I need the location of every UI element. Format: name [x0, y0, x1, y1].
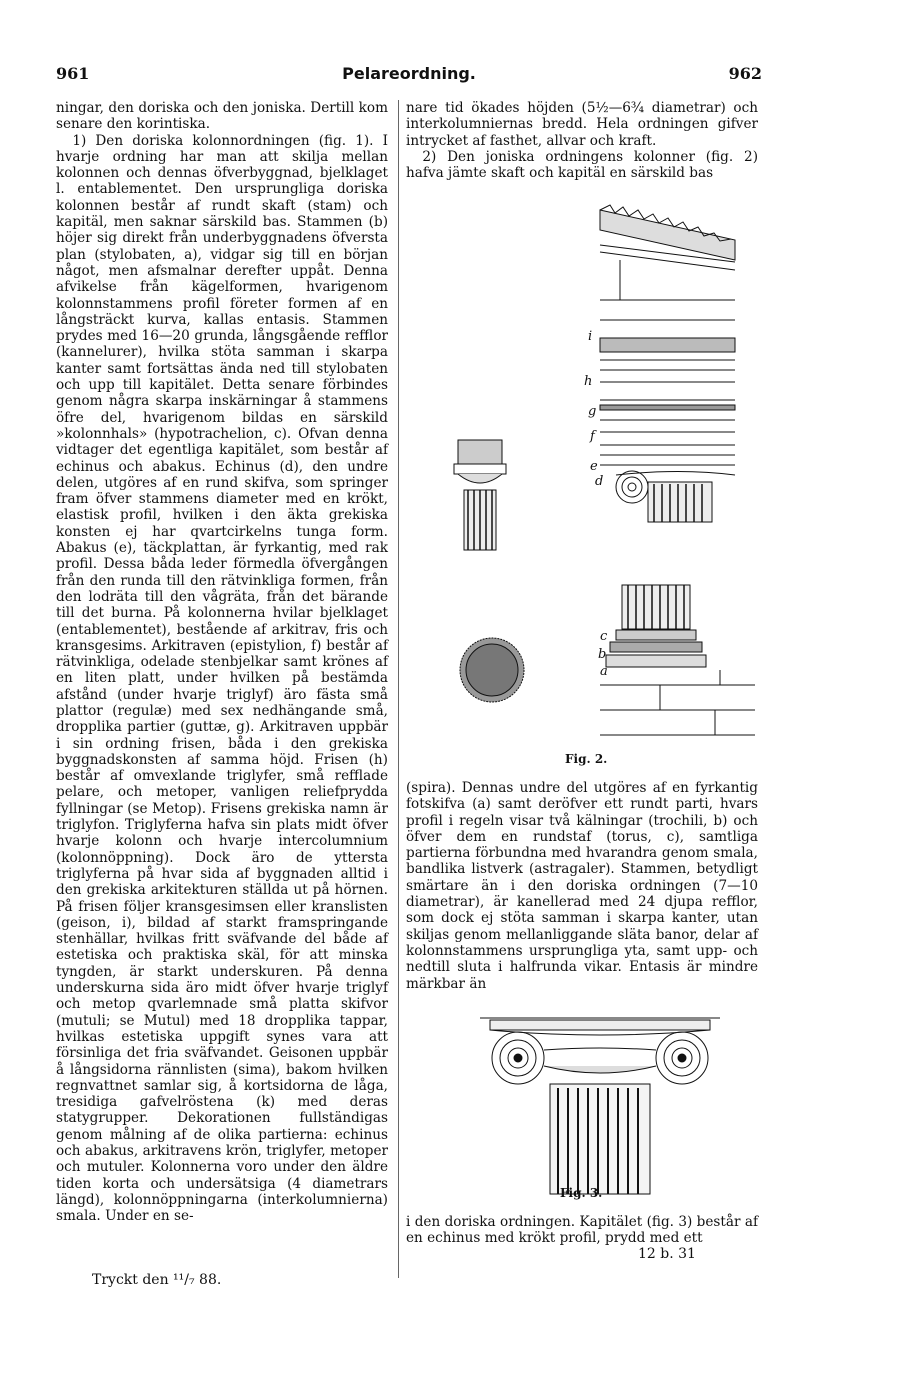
- fig2-label-f: f: [590, 429, 595, 444]
- page-number-right: 962: [728, 64, 762, 83]
- figure-2-caption: Fig. 2.: [565, 752, 608, 766]
- fig2-label-a: a: [600, 664, 608, 679]
- print-date: Tryckt den ¹¹/₇ 88.: [92, 1272, 222, 1288]
- paragraph-ionic-order: 2) Den joniska ordningens kolonner (fig. 2) hafva jämte skaft och kapitäl en särskild bas: [406, 148, 758, 182]
- fig2-label-i: i: [588, 329, 593, 344]
- fig2-label-h: h: [584, 374, 593, 389]
- left-column: [56, 100, 388, 1270]
- fig2-label-b: b: [598, 647, 607, 662]
- right-column-top: [406, 100, 758, 181]
- right-column-bottom: [406, 1214, 758, 1247]
- figure-3-caption: Fig. 3.: [560, 1186, 603, 1200]
- page-header: [56, 64, 762, 86]
- fig2-label-c: c: [600, 629, 608, 644]
- fig2-label-d: d: [595, 474, 604, 489]
- fig2-label-g: g: [588, 404, 597, 419]
- paragraph: (spira). Dennas undre del utgöres af en fyrkantig fotskifva (a) samt deröfver ett rundt parti, hvars profil i regeln visar två kälningar (trochili, b) och öfver dem en rundstaf (torus, c), samtliga partierna förbundna med hvarandra genom smala, bandlika listverk (astragaler). Stammen, betydligt smärtare än i den doriska ordningen (7—10 diametrar), är kanellerad med 24 djupa refflor, som dock ej stöta samman i skarpa kanter, utan skiljas genom mellanliggande släta banor, delar af kolonnstammens ursprungliga yta, samt upp- och nedtill sluta i halfrunda vikar. Entasis är mindre märkbar än: [406, 780, 758, 992]
- paragraph-doric-order: 1) Den doriska kolonnordningen (fig. 1). I hvarje ordning har man att skilja mellan kolonnen och dennas öfverbyggnad, bjelklaget l. entablementet. Den ursprungliga doriska kolonnen består af rundt skaft (stam) och kapitäl, men saknar särskild bas. Stammen (b) höjer sig direkt från underbyggnadens öfversta plan (stylobaten, a), vidgar sig till en början något, men afsmalnar derefter uppåt. Denna afvikelse från kägelformen, hvarigenom kolonnstammens profil företer formen af en långsträckt kurva, kallas entasis. Stammen prydes med 16—20 grunda, långsgående refflor (kannelurer), hvilka stöta samman i skarpa kanter samt fortsättas ända ned till stylobaten och upp till kapitälet. Detta senare förbindes genom några skarpa inskärningar å stammens öfre del, hvarigenom bildas en särskild »kolonnhals» (hypotrachelion, c). Ofvan denna vidtager det egentliga kapitälet, som består af echinus och abakus. Echinus (d), den undre delen, utgöres af en rund skifva, som springer fram öfver stammens diameter med en krökt, elastisk profil, hvilken i den äkta grekiska konsten ej har qvartcirkelns tunga form. Abakus (e), täckplattan, är fyrkantig, med rak profil. Dessa båda leder förmedla öfvergången från den runda till den rätvinkliga formen, från den lodräta till den vågräta, från det bärande till det burna. På kolonnerna hvilar bjelklaget (entablementet), bestående af arkitrav, fris och kransgesims. Arkitraven (epistylion, f) består af rätvinkliga, odelade stenbjelkar samt krönes af en liten platt, under hvilken på bestämda afstånd (under hvarje triglyf) äro fästa små plattor (regulæ) med sex nedhängande små, dropplika partier (guttæ, g). Arkitraven uppbär i sin ordning frisen, båda i den grekiska byggnadskonsten af samma höjd. Frisen (h) består af omvexlande triglyfer, små refflade pelare, och metoper, vanligen reliefprydda fyllningar (se Metop). Frisens grekiska namn är triglyfon. Triglyferna hafva sin plats midt öfver hvarje kolonn och hvarje intercolumnium (kolonnöppning). Dock äro de yttersta triglyferna på hvar sida af byggnaden alltid i den grekiska arkitekturen ställda ut på hörnen. På frisen följer kransgesimsen eller kranslisten (geison, i), bildad af starkt framspringande stenhällar, hvilkas fritt sväfvande del både af estetiska och praktiska skäl, för att minska tyngden, är starkt underskuren. På denna underskurna sida äro midt öfver hvarje triglyf och metop qvarlemnade små platta skifvor (mutuli; se Mutul) med 18 dropplika tappar, hvilkas estetiska uppgift synes vara att försinliga det fria sväfvandet. Geisonen uppbär å långsidorna rännlisten (sima), bakom hvilken regnvattnet samlar sig, å kortsidorna de låga, tresidiga gafvelröstena (k) med deras statygrupper. Dekorationen fullständigas genom målning af de olika partierna: echinus och abakus, arkitravens krön, triglyfer, metoper och mutuler. Kolonnerna voro under den äldre tiden korta och undersätsiga (4 diametrars längd), kolonnöppningarna (interkolumnierna) smala. Under en se-: [56, 132, 388, 1225]
- signature-mark: 12 b. 31: [638, 1246, 696, 1262]
- right-column-middle: [406, 780, 758, 992]
- paragraph: nare tid ökades höjden (5½—6¾ diametrar) och interkolumniernas bredd. Hela ordningen gifver intrycket af fasthet, allvar och kraft.: [406, 100, 758, 149]
- running-title: Pelareordning.: [342, 64, 476, 83]
- paragraph: i den doriska ordningen. Kapitälet (fig. 3) består af en echinus med krökt profil, prydd med ett: [406, 1214, 758, 1247]
- fig2-label-e: e: [590, 459, 598, 474]
- paragraph: ningar, den doriska och den joniska. Dertill kom senare den korintiska.: [56, 100, 388, 133]
- figure-3-ionic-capital: [470, 1010, 730, 1200]
- page-number-left: 961: [56, 64, 90, 83]
- figure-2-ionic-order: [450, 200, 758, 760]
- column-divider: [398, 100, 399, 1278]
